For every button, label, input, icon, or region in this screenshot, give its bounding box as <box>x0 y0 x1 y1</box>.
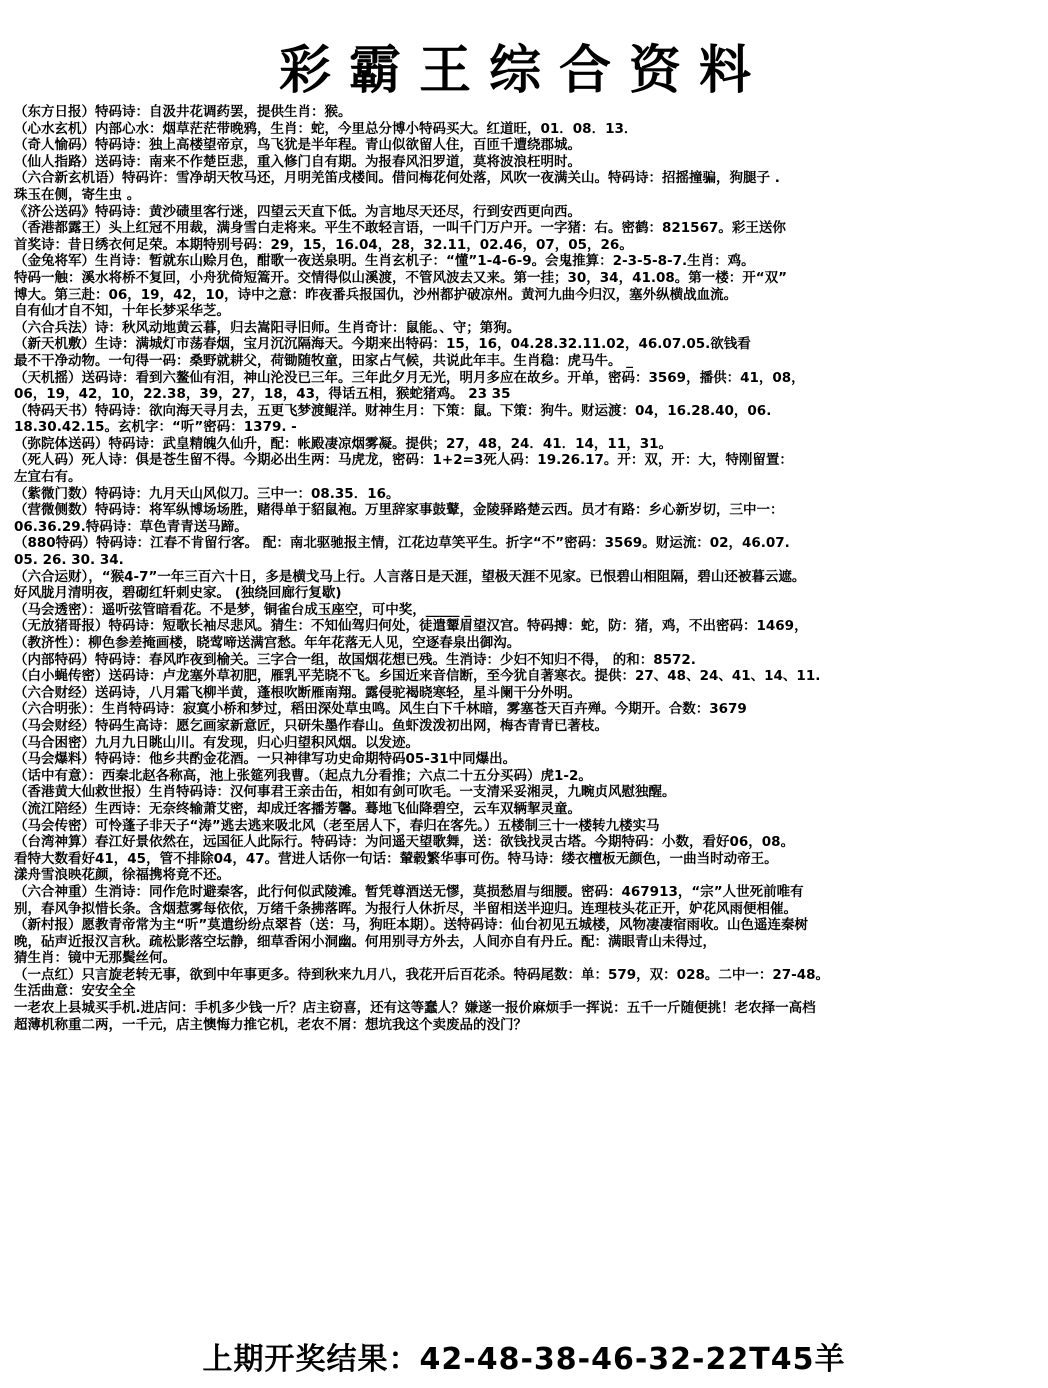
text-line: 特码一触：溪水将桥不复回，小舟犹倚短篙开。交情得似山溪渡，不管风波去又来。第一挂；30，34，41.08。第一楼：开“双” <box>14 269 788 286</box>
text-line: （马会财经）特码生高诗：愿乞画家新意匠，只研朱墨作春山。鱼虾泼泼初出网，梅杏青青已著枝。 <box>14 717 608 734</box>
text-line: 左宜右有。 <box>14 469 82 486</box>
text-line: 生活曲意：安安全全 <box>14 983 136 1000</box>
text-line: （特码天书）特码诗：欲向海天寻月去，五更飞梦渡鲲洋。财神生月：下策：鼠。下策：狗牛。财运渡：04，16.28.40，06. <box>14 402 772 419</box>
text-line: （紫微门数）特码诗：九月天山风似刀。三中一：08.35．16。 <box>14 485 400 502</box>
text-line: 别，春风争拟惜长条。含烟惹雾每依依，万绪千条拂落晖。为报行人休折尽，半留相送半迎归。连理枝头花正开，妒花风雨便相催。 <box>14 900 797 917</box>
text-line: 一老农上县城买手机.进店问：手机多少钱一斤？店主窃喜，还有这等蠢人？嫌遂一报价麻烦手一挥说：五千一斤随便挑！老农择一高档 <box>14 1000 816 1017</box>
text-line: （六合兵法）诗：秋风动地黄云暮，归去嵩阳寻旧师。生肖奇计：鼠能。、守；第狗。 <box>14 319 521 336</box>
last-draw-result: 上期开奖结果：42-48-38-46-32-22T45羊 <box>202 1342 846 1377</box>
text-line: （无放猪哥报）特码诗：短歌长袖尽悲风。猜生：不知仙驾归何处，徒遣颦眉望汉宫。特码搏：蛇，防：猪，鸡，不出密码：1469， <box>14 618 808 635</box>
page-title: 彩霸王综合资料 <box>278 40 769 101</box>
text-line: 《济公送码》特码诗：黄沙碛里客行迷，四望云天直下低。为言地尽天还尽，行到安西更向西。 <box>14 203 581 220</box>
text-line: （马会传密）可怜蓬子非天子“涛”逃去逃来吸北风（老至居人下，春归在客先。）五楼制三十一楼转九楼实马 <box>14 817 660 834</box>
text-line: 好风胧月清明夜，碧砌红轩刺史家。 (独绕回廊行复歇) <box>14 585 342 602</box>
text-line: 06.36.29.特码诗：草色青青送马蹄。 <box>14 518 248 535</box>
text-line: （新天机敷）生诗：满城灯市荡春烟，宝月沉沉隔海天。今期来出特码：15，16，04.28.32.11.02，46.07.05.欲钱看 <box>14 336 751 353</box>
text-line: （六合神重）生消诗：同作危时避秦客，此行何似武陵滩。暂凭尊酒送无憀，莫损愁眉与细腰。密码：467913，“宗”人世死前唯有 <box>14 883 804 900</box>
text-line: 超薄机称重二两，一千元，店主懊悔力推它机，老农不屑：想坑我这个卖废品的没门？ <box>14 1016 527 1033</box>
text-line: 05. 26. 30. 34. <box>14 552 124 569</box>
text-line: （死人码）死人诗：俱是苍生留不得。今期必出生两：马虎龙，密码：1+2=3死人码：19.26.17。开：双，开：大，特刚留置： <box>14 452 793 469</box>
text-line: （流江陪经）生西诗：无奈终输萧艾密，却成迁客播芳馨。蓦地飞仙降碧空，云车双辆挈灵童。 <box>14 800 581 817</box>
text-line: 珠玉在侧，寄生虫 。 <box>14 186 141 203</box>
text-line: （天机摇）送码诗：看到六鳌仙有泪，神山沦没已三年。三年此夕月无光，明月多应在故乡。开单，密码：3569，播供：41，08， <box>14 369 805 386</box>
text-line: （880特码）特码诗：江春不肯留行客。 配：南北驱驰报主情，江花边草笑平生。折字“不”密码：3569。财运流：02，46.07. <box>14 535 790 552</box>
text-line: （香港黄大仙救世报）生肖特码诗：汉何事君王亲击缶，相如有剑可吹毛。一支清采妥湘灵，九畹贞风慰独醒。 <box>14 784 676 801</box>
text-line: （马合困密）九月九日眺山川。有发现，归心归望积风烟。以发迹。 <box>14 734 419 751</box>
text-line: （六合新玄机语）特码许：雪净胡天牧马还，月明羌笛戌楼间。借问梅花何处落，风吹一夜满关山。特码诗：招摇撞骗，狗腿子 . <box>14 170 780 187</box>
text-line: （内部特码）特码诗：春风昨夜到榆关。三字合一组，故国烟花想已残。生消诗：少妇不知归不得， 的和：8572. <box>14 651 696 668</box>
text-line: 博大。第三赴：06，19，42，10，诗中之意：昨夜番兵报国仇，沙州都护破凉州。黄河九曲今归汉，塞外纵横战血流。 <box>14 286 738 303</box>
text-line: （新村报）愿教青帝常为主“听”莫遣纷纷点翠苔（送：马，狗旺本期）。送特码诗：仙台初见五城楼，风物凄凄宿雨收。山色遥连秦树 <box>14 917 808 934</box>
text-line: （话中有意）：西秦北赵各称高，池上张筵列我曹。（起点九分看推；六点二十五分买码）虎1-2。 <box>14 767 592 784</box>
text-line: 自有仙才自不知，十年长梦采华芝。 <box>14 303 230 320</box>
text-line: （一点红）只言旋老转无事，欲到中年事更多。待到秋来九月八，我花开后百花杀。特码尾数：单：579，双：028。二中一：27-48。 <box>14 966 830 983</box>
text-line: （弥院体送码）特码诗：武皇精魄久仙升，配：帐殿凄凉烟雾凝。提供；27，48，24．41．14，11，31。 <box>14 435 673 452</box>
text-line: （台湾神算）春江好景依然在，远国征人此际行。特码诗：为问遥天望歌舞，送：欲钱找灵古塔。今期特码：小数，看好06，08。 <box>14 834 795 851</box>
text-line: 06，19，42，10，22.38，39，27，18，43，得话五相，猴蛇猪鸡。 23 35 <box>14 386 511 403</box>
text-line: （马会爆料）特码诗：他乡共酌金花酒。一只神律写功史命期特码05-31中同爆出。 <box>14 751 517 768</box>
text-line: （马会透密）：遥听弦管暗看花。不是梦，铜雀台成玉座空，可中奖，_____ _ <box>14 601 471 618</box>
text-line: （六合财经）送码诗，八月霜飞柳半黄，蓬根吹断雁南翔。露侵驼褐晓寒轻，星斗阑干分外明。 <box>14 684 581 701</box>
text-line: （奇人愉码）特码诗：独上高楼望帝京，鸟飞犹是半年程。青山似欲留人住，百匝千遭绕郡城。 <box>14 137 581 154</box>
text-line: （教济性）：柳色参差掩画楼，晓莺啼送满宫愁。年年花落无人见，空逐春泉出御沟。 <box>14 635 521 651</box>
text-line: （东方日报）特码诗：自汲井花调药罢，提供生肖：猴。 <box>14 104 352 120</box>
text-line: （心水玄机）内部心水：烟草茫茫带晚鸦，生肖：蛇，今里总分博小特码买大。红道旺，01．08．13． <box>14 120 638 137</box>
text-line: 晚，砧声近报汉言秋。疏松影落空坛静，细草香闲小洞幽。何用别寻方外去，人间亦自有丹丘。配：满眼青山未得过， <box>14 933 716 950</box>
text-line: 猜生肖：镜中无那鬓丝何。 <box>14 950 176 967</box>
text-line: （营微侧数）特码诗：将军纵博场场胜，赌得单于貂鼠袍。万里辞家事鼓鼙，金陵驿路楚云西。员才有路：乡心新岁切，三中一： <box>14 502 784 519</box>
text-line: （白小蝇传密）送码诗：卢龙塞外草初肥，雁乳平芜晓不飞。乡国近来音信断，至今犹自著寒衣。提供：27、48、24、41、14、11. <box>14 668 821 685</box>
text-line: （金兔将军）生肖诗：暂就东山赊月色，酣歌一夜送泉明。生肖玄机子：“懂”1-4-6-9。会鬼推算：2-3-5-8-7.生肖：鸡。 <box>14 253 755 270</box>
text-line: 18.30.42.15。玄机字：“听”密码：1379. - <box>14 419 297 436</box>
text-line: 看特大数看好41，45，管不排除04，47。营进人话你一句话：輦毂繁华事可伤。特马诗：缕衣檀板无颜色，一曲当时动帝王。 <box>14 850 778 867</box>
text-line: 漾舟雪浪映花颜，徐福携将竟不还。 <box>14 867 230 884</box>
text-line: （六合运财），“猴4-7”一年三百六十日，多是横戈马上行。人言落日是天涯，望极天涯不见家。已恨碧山相阻隔，碧山还被暮云遮。 <box>14 568 806 585</box>
text-line: 最不干净动物。一句得一码：桑野就耕父，荷锄随牧童，田家占气候，共说此年丰。生肖稳：虎马牛。 _ <box>14 352 633 369</box>
text-line: （六合明张）：生肖特码诗：寂寞小桥和梦过，稻田深处草虫鸣。风生白下千林暗，雾塞苍天百卉殚。今期开。合数：3679 <box>14 701 747 718</box>
text-line: 首奖诗：昔日绣衣何足荣。本期特别号码：29，15，16.04，28，32.11，02.46，07，05，26。 <box>14 236 633 253</box>
article-body <box>14 104 1038 1033</box>
text-line: （香港都露王）头上红冠不用裁，满身雪白走将来。平生不敢轻言语，一叫千门万户开。一字猪：右。密鹤：821567。彩王送你 <box>14 220 786 237</box>
text-line: （仙人指路）送码诗：南来不作楚臣悲，重入修门自有期。为报春风汨罗道，莫将波浪枉明时。 <box>14 153 581 170</box>
